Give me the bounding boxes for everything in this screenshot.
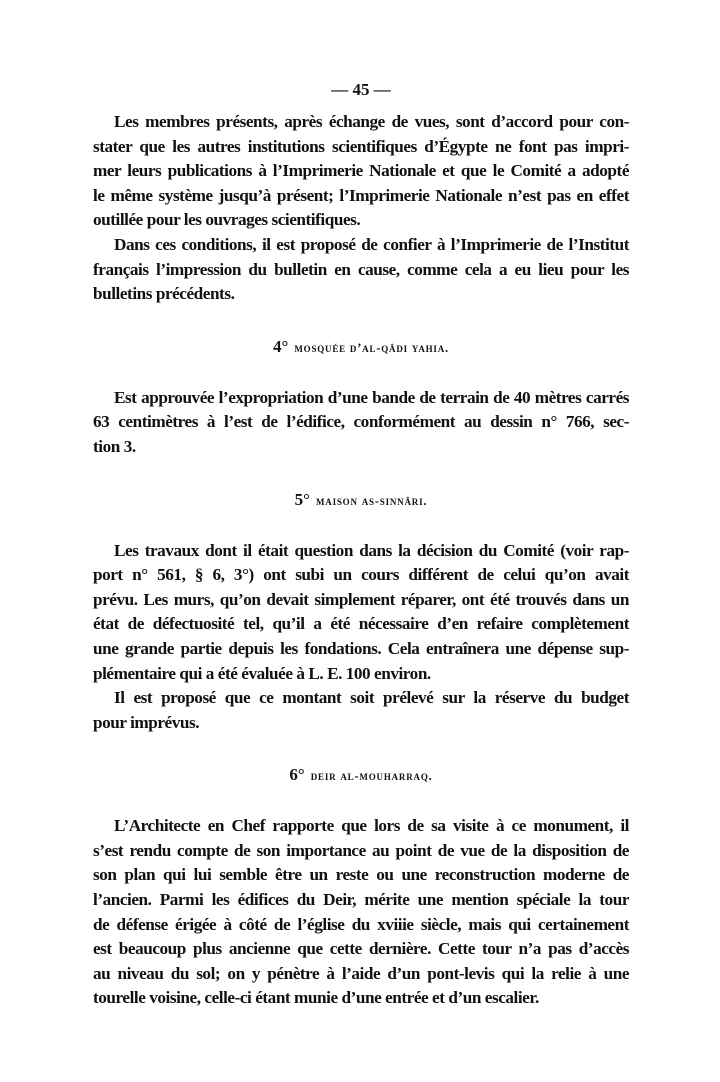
text-line: est beaucoup plus ancienne que cette dernière. Cette tour n’a pas d’accès	[93, 939, 629, 959]
section-number: 5°	[294, 489, 310, 509]
text-line: bulletins précédents.	[93, 284, 235, 304]
text-line: plémentaire qui a été évaluée à L. E. 100 environ.	[93, 663, 431, 683]
text-line: 63 centimètres à l’est de l’édifice, conformément au dessin n° 766, sec-	[93, 412, 629, 432]
paragraph	[93, 233, 629, 307]
section-number: 6°	[289, 765, 305, 785]
document-page	[93, 78, 629, 1011]
text-line: Est approuvée l’expropriation d’une bande de terrain de 40 mètres carrés	[114, 387, 629, 407]
text-line: l’ancien. Parmi les édifices du Deir, mérite une mention spéciale la tour	[93, 890, 629, 910]
text-line: mer leurs publications à l’Imprimerie Nationale et que le Comité a adopté	[93, 161, 629, 181]
section-title: mosquée d’al-qâdi yahia.	[294, 340, 449, 355]
paragraph	[93, 686, 629, 735]
text-line: Les travaux dont il était question dans la décision du Comité (voir rap-	[114, 540, 629, 560]
paragraph	[93, 539, 629, 687]
section-title: deir al-mouharraq.	[310, 769, 433, 784]
section-number: 4°	[273, 336, 289, 356]
intro-section	[93, 110, 629, 307]
text-line: français l’impression du bulletin en cause, comme cela a eu lieu pour les	[93, 259, 629, 279]
text-line: port n° 561, § 6, 3°) ont subi un cours différent de celui qu’on avait	[93, 565, 629, 585]
text-line: une grande partie depuis les fondations. Cela entraînera une dépense sup-	[93, 638, 629, 658]
text-line: s’est rendu compte de son importance au point de vue de la disposition de	[93, 840, 629, 860]
text-line: tourelle voisine, celle-ci étant munie d’une entrée et d’un escalier.	[93, 988, 539, 1008]
text-line: Il est proposé que ce montant soit prélevé sur la réserve du budget	[114, 688, 629, 708]
text-line: stater que les autres institutions scientifiques d’Égypte ne font pas impri-	[93, 136, 629, 156]
section-heading-deir	[93, 763, 629, 787]
text-line: Dans ces conditions, il est proposé de confier à l’Imprimerie de l’Institut	[114, 234, 629, 254]
paragraph	[93, 814, 629, 1011]
text-line: de défense érigée à côté de l’église du xviiie siècle, mais qui certainement	[93, 914, 629, 934]
page-number: — 45 —	[331, 80, 391, 99]
paragraph	[93, 110, 629, 233]
text-line: L’Architecte en Chef rapporte que lors de sa visite à ce monument, il	[114, 816, 629, 836]
text-line: prévu. Les murs, qu’on devait simplement réparer, ont été trouvés dans un	[93, 589, 629, 609]
section-heading-mosquee	[93, 335, 629, 359]
text-line: le même système jusqu’à présent; l’Imprimerie Nationale n’est pas en effet	[93, 185, 629, 205]
text-line: son plan qui lui semble être un reste ou une reconstruction moderne de	[93, 865, 629, 885]
text-line: outillée pour les ouvrages scientifiques.	[93, 210, 361, 230]
text-line: état de défectuosité tel, qu’il a été nécessaire d’en refaire complètement	[93, 614, 629, 634]
mosquee-section	[93, 386, 629, 460]
deir-section	[93, 814, 629, 1011]
text-line: pour imprévus.	[93, 712, 200, 732]
maison-section	[93, 539, 629, 736]
text-line: au niveau du sol; on y pénètre à l’aide d’un pont-levis qui la relie à une	[93, 963, 629, 983]
section-heading-maison	[93, 488, 629, 512]
section-title: maison as-sinnâri.	[315, 493, 428, 508]
paragraph	[93, 386, 629, 460]
text-line: tion 3.	[93, 436, 136, 456]
text-line: Les membres présents, après échange de vues, sont d’accord pour con-	[114, 112, 629, 131]
